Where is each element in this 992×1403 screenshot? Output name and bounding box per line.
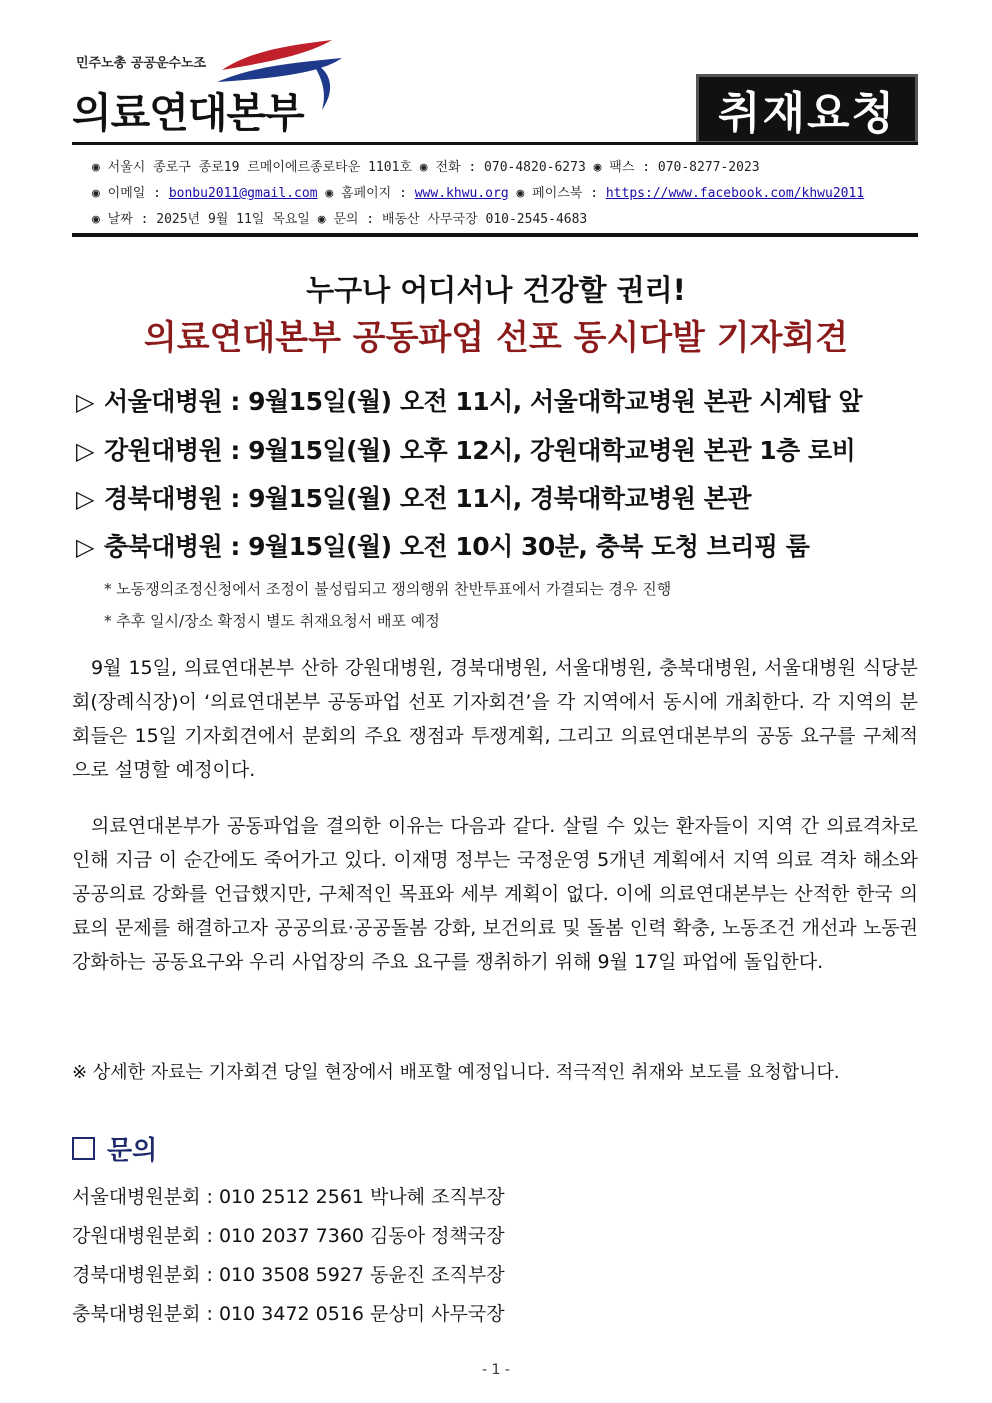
paragraph-text: 의료연대본부가 공동파업을 결의한 이유는 다음과 같다. 살릴 수 있는 환자들이 지역 간 의료격차로 인해 지금 이 순간에도 죽어가고 있다. 이재명 정부는 국정운영 5개년 계획에서 지역 의료 격차 해소와 공공의료 강화를 언급했지만, 구체적인 목표와 세부 계획이 없다. 이에 의료연대본부는 산적한 한국 의료의 문제를 해결하고자 공공의료·공공돌봄 강화, 보건의료 및 돌봄 인력 확충, 노동조건 개선과 노동권 강화하는 공동요구와 우리 사업장의 주요 요구를 쟁취하기 위해 9월 17일 파업에 돌입한다. [72,815,918,973]
email-link[interactable]: bonbu2011@gmail.com [168,186,318,201]
homepage-label: ◉ 홈페이지 : [317,186,415,201]
schedule-text: 서울대병원 : 9월15일(월) 오전 11시, 서울대학교병원 본관 시계탑 앞 [103,387,863,416]
schedule-text: 경북대병원 : 9월15일(월) 오전 11시, 경북대학교병원 본관 [103,484,752,513]
triangle-bullet-icon: ▷ [76,533,94,561]
org-logo [72,40,342,140]
empty-square-icon [72,1137,95,1160]
schedule-text: 충북대병원 : 9월15일(월) 오전 10시 30분, 충북 도청 브리핑 룸 [103,532,810,561]
contact-line-address: ◉ 서울시 종로구 종로19 르메이에르종로타운 1101호 ◉ 전화 : 070-4820-6273 ◉ 팩스 : 070-8277-2023 [92,160,760,175]
sub-title: 누구나 어디서나 건강할 권리! [306,273,686,307]
inquiry-heading [72,1130,157,1167]
homepage-link[interactable]: www.khwu.org [414,186,509,201]
header-divider [72,142,918,145]
schedule-text: 강원대병원 : 9월15일(월) 오후 12시, 강원대학교병원 본관 1층 로비 [103,436,856,465]
contact-line-online [92,182,864,201]
triangle-bullet-icon: ▷ [76,388,94,416]
email-label: ◉ 이메일 : [92,186,169,201]
inquiry-contact: 경북대병원분회 : 010 3508 5927 동윤진 조직부장 [72,1264,505,1286]
schedule-item [76,431,855,467]
facebook-link[interactable]: https://www.facebook.com/khwu2011 [605,186,865,201]
inquiry-contact: 충북대병원분회 : 010 3472 0516 문상미 사무국장 [72,1303,505,1325]
org-subtitle: 민주노총 공공운수노조 [76,56,207,71]
press-request-badge: 취재요청 [696,74,918,144]
schedule-item [76,382,862,418]
body-paragraph-2 [72,809,918,979]
closing-note: ※ 상세한 자료는 기자회견 당일 현장에서 배포할 예정입니다. 적극적인 취재와 보도를 요청합니다. [72,1062,840,1083]
contact-line-date: ◉ 날짜 : 2025년 9월 11일 목요일 ◉ 문의 : 배동산 사무국장 010-2545-4683 [92,212,588,227]
inquiry-contact: 서울대병원분회 : 010 2512 2561 박나혜 조직부장 [72,1186,505,1208]
body-paragraph-1 [72,651,918,787]
schedule-note: * 추후 일시/장소 확정시 별도 취재요청서 배포 예정 [104,612,440,630]
triangle-bullet-icon: ▷ [76,485,94,513]
inquiry-heading-label: 문의 [107,1136,158,1166]
inquiry-contact: 강원대병원분회 : 010 2037 7360 김동아 정책국장 [72,1225,505,1247]
main-title: 의료연대본부 공동파업 선포 동시다발 기자회견 [143,318,849,358]
triangle-bullet-icon: ▷ [76,437,94,465]
header-divider-thick [72,233,918,237]
facebook-label: ◉ 페이스북 : [508,186,606,201]
schedule-item [76,479,751,515]
schedule-item [76,527,809,563]
page-number: - 1 - [482,1362,510,1378]
paragraph-text: 9월 15일, 의료연대본부 산하 강원대병원, 경북대병원, 서울대병원, 충북대병원, 서울대병원 식당분회(장례식장)이 ‘의료연대본부 공동파업 선포 기자회견’을 각 지역에서 동시에 개최한다. 각 지역의 분회들은 15일 기자회견에서 분회의 주요 쟁점과 투쟁계획, 그리고 의료연대본부의 공동 요구를 구체적으로 설명할 예정이다. [72,657,918,781]
org-name: 의료연대본부 [72,89,304,137]
schedule-note: * 노동쟁의조정신청에서 조정이 불성립되고 쟁의행위 찬반투표에서 가결되는 경우 진행 [104,580,672,598]
